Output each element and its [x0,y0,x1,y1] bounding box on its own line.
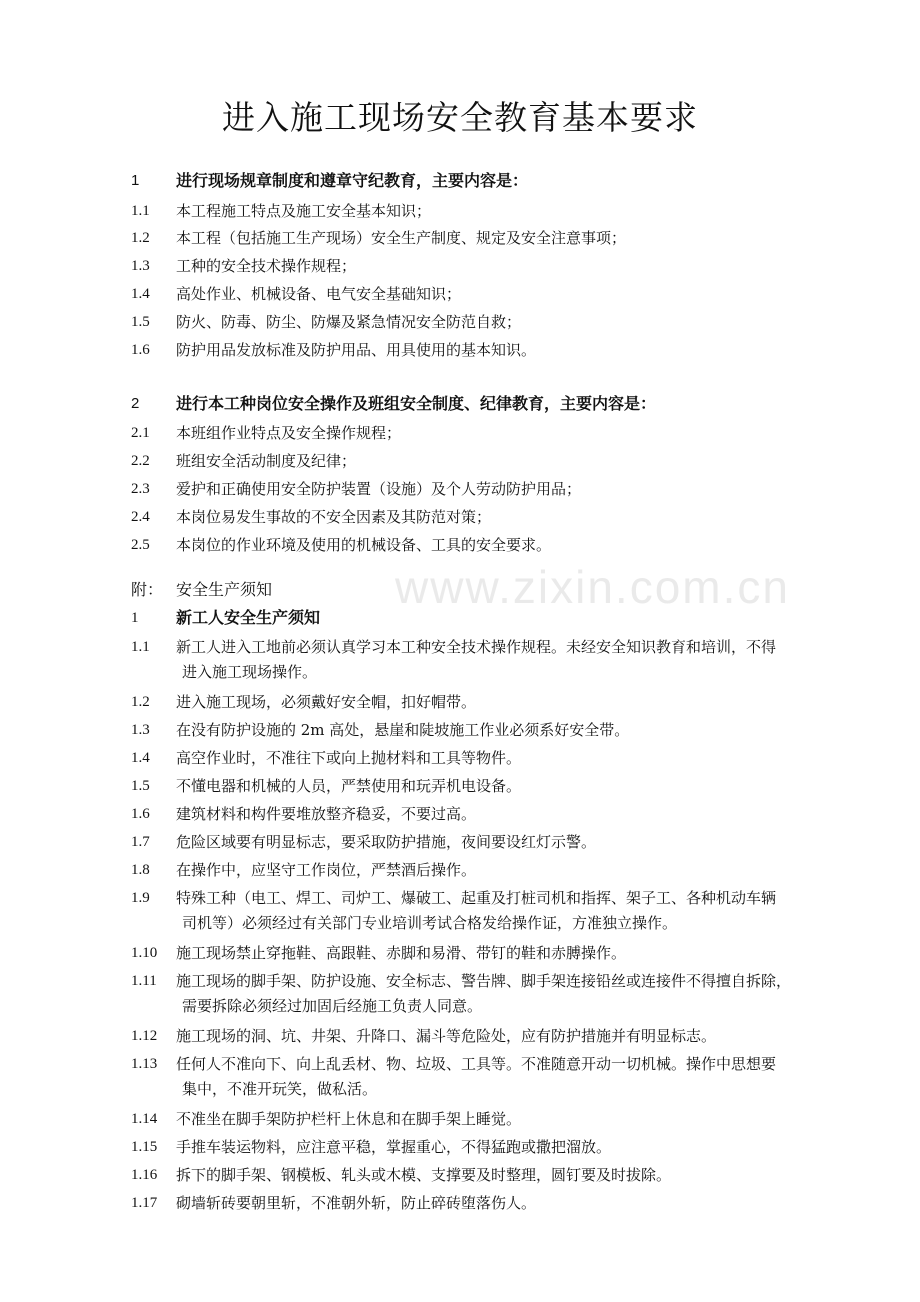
item-number: 1.16 [131,1167,158,1183]
item-number: 1.13 [131,1056,158,1072]
item-number: 1.6 [131,342,150,358]
item-text: 本岗位易发生事故的不安全因素及其防范对策； [176,508,492,526]
item-text-line1: 施工现场的脚手架、防护设施、安全标志、警告牌、脚手架连接铅丝或连接件不得擅自拆除， [176,972,792,990]
item-text: 工种的安全技术操作规程； [176,257,357,275]
item-text: 本班组作业特点及安全操作规程； [176,424,402,442]
item-text: 不懂电器和机械的人员，严禁使用和玩弄机电设备。 [176,777,522,795]
section1-heading: 进行现场规章制度和遵章守纪教育，主要内容是： [176,171,529,190]
item-text: 手推车装运物料，应注意平稳，掌握重心，不得猛跑或撒把溜放。 [176,1138,612,1156]
item-number: 1.5 [131,314,150,330]
item-number: 1.15 [131,1139,158,1155]
item-text [176,635,838,685]
item-number: 1.1 [131,203,150,219]
item-text: 施工现场禁止穿拖鞋、高跟鞋、赤脚和易滑、带钉的鞋和赤膊操作。 [176,944,627,962]
item-number: 1.3 [131,258,150,274]
item-text: 施工现场的洞、坑、井架、升降口、漏斗等危险处，应有防护措施并有明显标志。 [176,1027,717,1045]
item-text: 防火、防毒、防尘、防爆及紧急情况安全防范自救； [176,313,522,331]
item-text: 本岗位的作业环境及使用的机械设备、工具的安全要求。 [176,536,552,554]
item-text [176,1052,838,1102]
item-text: 班组安全活动制度及纪律； [176,452,357,470]
item-text: 本工程施工特点及施工安全基本知识； [176,202,432,220]
item-text-line2: 进入施工现场操作。 [182,663,318,681]
section1-number: 1 [131,172,140,189]
item-text: 进入施工现场，必须戴好安全帽，扣好帽带。 [176,693,477,711]
item-text: 在操作中，应坚守工作岗位，严禁酒后操作。 [176,861,477,879]
item-text-line2: 司机等）必须经过有关部门专业培训考试合格发给操作证，方准独立操作。 [182,914,678,932]
item-text-line1: 任何人不准向下、向上乱丢材、物、垃圾、工具等。不准随意开动一切机械。操作中思想要 [176,1055,777,1073]
item-number: 2.5 [131,537,150,553]
item-number: 1.5 [131,778,150,794]
item-number: 1.2 [131,230,150,246]
item-text: 爱护和正确使用安全防护装置（设施）及个人劳动防护用品； [176,480,582,498]
item-number: 1.10 [131,945,158,961]
item-text [176,886,838,936]
item-number: 1.17 [131,1195,158,1211]
item-text: 高空作业时，不准往下或向上抛材料和工具等物件。 [176,749,522,767]
appendix-title: 安全生产须知 [176,580,273,599]
item-text: 砌墙斩砖要朝里斩，不准朝外斩，防止碎砖堕落伤人。 [176,1194,537,1212]
item-text-line2: 需要拆除必须经过加固后经施工负责人同意。 [182,997,483,1015]
item-number: 1.6 [131,806,150,822]
watermark: www.zixin.com.cn [395,561,790,613]
item-text: 高处作业、机械设备、电气安全基础知识； [176,285,462,303]
item-text-line1: 新工人进入工地前必须认真学习本工种安全技术操作规程。未经安全知识教育和培训，不得 [176,638,777,656]
item-text-line2: 集中，不准开玩笑，做私活。 [182,1080,378,1098]
item-number: 1.4 [131,286,150,302]
section2-heading: 进行本工种岗位安全操作及班组安全制度、纪律教育，主要内容是： [176,394,657,413]
appendix-sub-number: 1 [131,610,139,626]
item-number: 1.2 [131,694,150,710]
item-number: 1.3 [131,722,150,738]
item-text: 拆下的脚手架、钢模板、轧头或木模、支撑要及时整理，圆钉要及时拔除。 [176,1166,672,1184]
item-text [176,969,838,1019]
item-text: 在没有防护设施的 2m 高处，悬崖和陡坡施工作业必须系好安全带。 [176,721,630,739]
item-number: 2.3 [131,481,150,497]
item-number: 1.11 [131,973,157,989]
item-text: 危险区域要有明显标志，要采取防护措施，夜间要设红灯示警。 [176,833,597,851]
item-number: 1.4 [131,750,150,766]
item-number: 2.1 [131,425,150,441]
item-text: 建筑材料和构件要堆放整齐稳妥，不要过高。 [176,805,477,823]
page-title: 进入施工现场安全教育基本要求 [222,98,698,137]
item-text: 防护用品发放标准及防护用品、用具使用的基本知识。 [176,341,537,359]
item-number: 1.14 [131,1111,158,1127]
item-number: 1.9 [131,890,150,906]
section2-number: 2 [131,395,140,412]
item-number: 2.2 [131,453,150,469]
item-number: 1.8 [131,862,150,878]
item-text-line1: 特殊工种（电工、焊工、司炉工、爆破工、起重及打桩司机和指挥、架子工、各种机动车辆 [176,889,777,907]
appendix-label: 附： [131,580,164,599]
item-number: 1.1 [131,639,150,655]
appendix-sub-title: 新工人安全生产须知 [176,608,321,627]
item-number: 1.7 [131,834,150,850]
item-text: 不准坐在脚手架防护栏杆上休息和在脚手架上睡觉。 [176,1110,522,1128]
item-text: 本工程（包括施工生产现场）安全生产制度、规定及安全注意事项； [176,229,627,247]
item-number: 2.4 [131,509,150,525]
item-number: 1.12 [131,1028,158,1044]
